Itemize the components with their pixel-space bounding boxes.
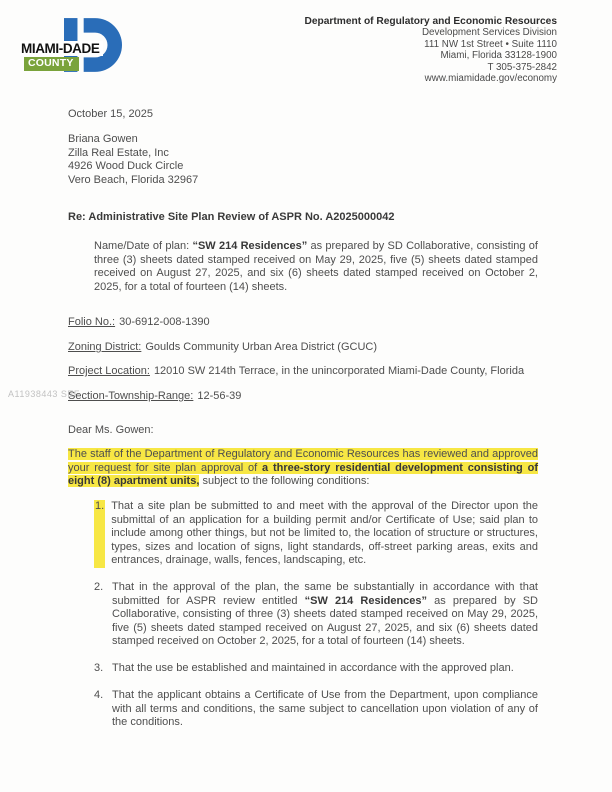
recipient-name: Briana Gowen	[68, 133, 138, 145]
department-website: www.miamidade.gov/economy	[424, 73, 557, 85]
project-location-value: 12010 SW 214th Terrace, in the unincorporated Miami-Dade County, Florida	[153, 365, 525, 377]
scan-watermark: A11938443 SEF	[8, 389, 80, 399]
approval-paragraph-after: subject to the following conditions:	[199, 475, 370, 487]
logo-name-text: MIAMI-DADE	[20, 41, 103, 56]
folio-number-label: Folio No.:	[68, 316, 116, 328]
condition-2-number: 2.	[94, 581, 104, 593]
department-division: Development Services Division	[421, 27, 557, 39]
approval-paragraph	[68, 448, 538, 489]
logo-county-text: COUNTY	[24, 57, 79, 71]
folio-number-value: 30-6912-008-1390	[119, 316, 210, 328]
condition-1-number: 1.	[94, 500, 105, 568]
condition-3-number: 3.	[94, 662, 104, 674]
recipient-street: 4926 Wood Duck Circle	[68, 160, 184, 172]
department-title: Department of Regulatory and Economic Resources	[304, 16, 557, 27]
recipient-address	[68, 133, 198, 187]
recipient-company: Zilla Real Estate, Inc	[68, 146, 169, 159]
recipient-city: Vero Beach, Florida 32967	[68, 173, 199, 186]
plan-name-bold: “SW 214 Residences”	[192, 240, 308, 252]
letter-date: October 15, 2025	[68, 108, 154, 120]
department-address-block	[305, 16, 557, 84]
condition-4-number: 4.	[94, 689, 104, 701]
folio-number-line	[68, 316, 210, 330]
condition-4-text: That the applicant obtains a Certificate of Use from the Department, upon compliance with all terms and conditions, the same subject to cancellation upon violation of any of the conditions.	[112, 689, 538, 728]
condition-3-text: That the use be established and maintained in accordance with the approved plan.	[112, 662, 514, 674]
project-location-label: Project Location:	[68, 365, 150, 377]
project-location-line	[68, 365, 524, 379]
greeting: Dear Ms. Gowen:	[68, 424, 154, 436]
plan-paragraph-pre: Name/Date of plan:	[94, 240, 193, 252]
department-city: Miami, Florida 33128-1900	[440, 50, 557, 62]
section-township-range-line	[68, 390, 241, 404]
department-phone: T 305-375-2842	[487, 61, 557, 73]
condition-2-pre: That in the approval of the plan, the same be substantially in accordance with that submitted for ASPR review entitled	[112, 581, 538, 607]
condition-item-4	[94, 689, 538, 730]
section-township-range-value: 12-56-39	[197, 390, 242, 402]
zoning-district-line	[68, 341, 377, 355]
approval-highlighted-bold: a three-story residential development consisting of eight (8) apartment units,	[68, 461, 538, 487]
plan-paragraph-post: as prepared by SD Collaborative, consisting of three (3) sheets dated stamped received on May 29, 2025, five (5) sheets dated stamped received on August 27, 2025, and six (6) sheets dated stamped received on October 2, 2025, for a total of fourteen (14) sheets.	[94, 240, 538, 293]
conditions-list	[94, 500, 538, 743]
condition-item-3	[94, 662, 538, 676]
section-township-range-label: Section-Township-Range:	[68, 390, 194, 402]
approval-highlighted-normal: The staff of the Department of Regulatory and Economic Resources has reviewed and approved your request for site plan approval of	[68, 448, 538, 474]
condition-item-1	[94, 500, 538, 568]
condition-2-post: as prepared by SD Collaborative, consisting of three (3) sheets dated stamped received on May 29, 2025, five (5) sheets dated stamped received on August 27, 2025, and six (6) sheets dated stamped received on October 2, 2025, for a total of fourteen (14) sheets.	[112, 594, 538, 647]
zoning-district-value: Goulds Community Urban Area District (GCUC)	[145, 341, 378, 353]
condition-item-2	[94, 581, 538, 649]
subject-line: Re: Administrative Site Plan Review of ASPR No. A2025000042	[68, 211, 395, 223]
zoning-district-label: Zoning District:	[68, 341, 142, 353]
condition-2-text	[112, 581, 538, 649]
condition-1-text: That a site plan be submitted to and meet with the approval of the Director upon the submittal of an application for a building permit and/or Certificate of Use; said plan to include among other things, but not be limited to, the location of structure or structures, types, sizes and location of signs, light standards, off-street parking areas, exits and entrances, drainage, walls, fences, landscaping, etc.	[111, 500, 538, 566]
miami-dade-logo	[20, 14, 140, 78]
condition-2-plan-name-bold: “SW 214 Residences”	[304, 594, 428, 607]
department-street: 111 NW 1st Street • Suite 1110	[424, 38, 557, 50]
plan-description-paragraph	[94, 240, 538, 294]
